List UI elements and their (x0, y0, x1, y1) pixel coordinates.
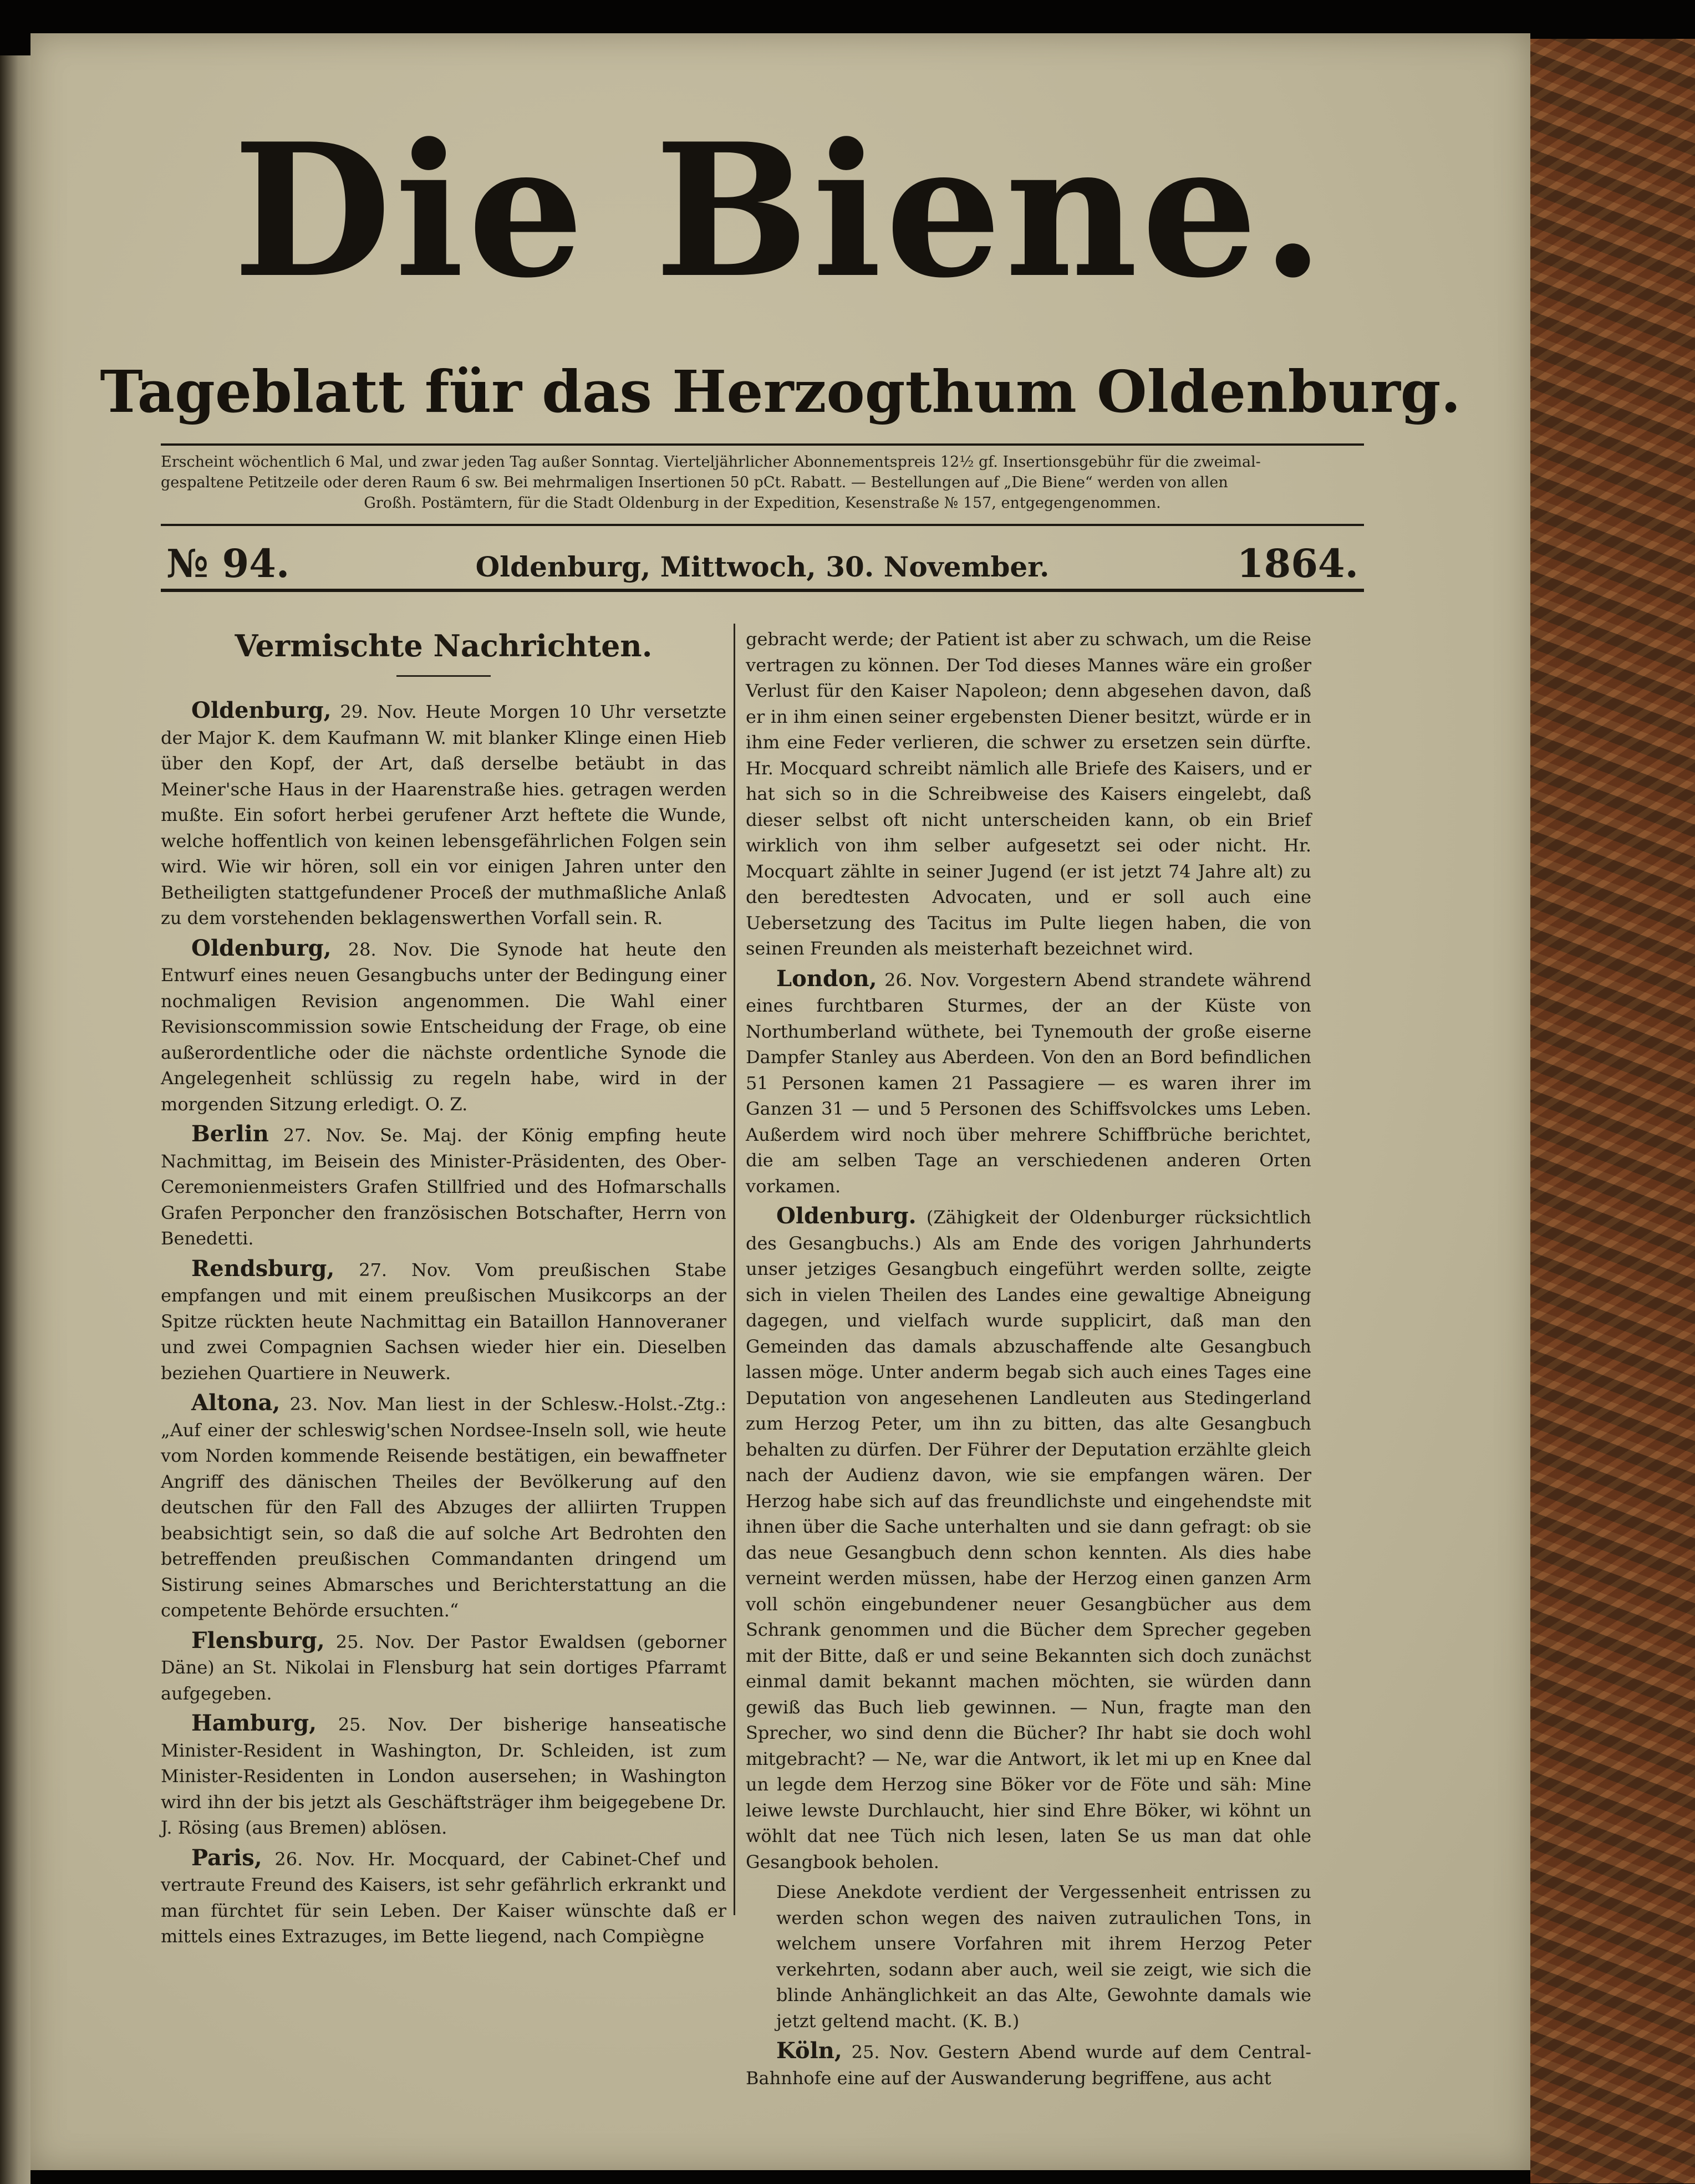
rule-below-dateline (161, 589, 1364, 592)
rule-above-dateline (161, 524, 1364, 526)
article-place: Oldenburg. (776, 1203, 917, 1229)
subscription-terms (161, 452, 1364, 513)
article-place: Oldenburg, (191, 697, 332, 723)
article (746, 626, 1311, 962)
article (746, 2038, 1311, 2091)
section-rule (396, 675, 491, 677)
column-divider (734, 624, 735, 1915)
terms-line-2: gespaltene Petitzeile oder deren Raum 6 sw. Bei mehrmaligen Insertionen 50 pCt. Rabatt. — Bestellungen auf „Die Biene“ werden von allen (161, 474, 1228, 491)
article-place: Oldenburg, (191, 935, 332, 961)
terms-line-3: Großh. Postämtern, für die Stadt Oldenburg in der Expedition, Kesenstraße № 157, entgegengenommen. (364, 494, 1161, 512)
article-place: Berlin (191, 1121, 269, 1147)
article (161, 1121, 726, 1252)
article-text: 27. Nov. Vom preußischen Stabe empfangen und mit einem preußischen Musikcorps an der Spitze rückten heute Nachmittag ein Bataillon Hannoveraner und zwei Compagnien Sachsen wieder hier ein. Dieselben beziehen Quartiere in Neuwerk. (161, 1259, 726, 1384)
article-place: Hamburg, (191, 1710, 317, 1736)
article-text: 25. Nov. Der bisherige hanseatische Minister-Resident in Washington, Dr. Schleiden, ist zum Minister-Residenten in London ausersehen; in Washington wird ihn der bis jetzt als Geschäftsträger ihm beigegebene Dr. J. Rösing (aus Bremen) ablösen. (161, 1714, 727, 1838)
article-place: Rendsburg, (191, 1255, 335, 1282)
section-title: Vermischte Nachrichten. (235, 628, 653, 664)
terms-line-1: Erscheint wöchentlich 6 Mal, und zwar jeden Tag außer Sonntag. Vierteljährlicher Abonnementspreis 12½ gf. Insertionsgebühr für die zweimal- (161, 453, 1261, 471)
article-place: Köln, (776, 2038, 842, 2064)
masthead-subtitle: Tageblatt für das Herzogthum Oldenburg. (100, 358, 1461, 426)
article-text: 27. Nov. Se. Maj. der König empfing heute Nachmittag, im Beisein des Minister-Präsidenten, des Ober-Ceremonienmeisters Grafen Stillfried und des Hofmarschalls Grafen Perponcher den französischen Botschafter, Herrn von Benedetti. (161, 1125, 727, 1249)
rule-top (161, 443, 1364, 446)
dateline (161, 540, 1364, 585)
article-text: (Zähigkeit der Oldenburger rücksichtlich des Gesangbuchs.) Als am Ende des vorigen Jahrhunderts unser jetziges Gesangbuch eingeführt werden sollte, zeigte sich in vielen Theilen des Landes eine gewaltige Abneigung dagegen, und vielfach wurde supplicirt, daß man den Gemeinden das damals abzuschaffende alte Gesangbuch lassen möge. Unter anderm begab sich auch eines Tages eine Deputation von angesehenen Landleuten aus Stedingerland zum Herzog Peter, um ihn zu bitten, das alte Gesangbuch behalten zu dürfen. Der Führer der Deputation erzählte gleich nach der Audienz davon, wie sie empfangen wären. Der Herzog habe sich auf das freundlichste und eingehendste mit ihnen über die Sache unterhalten und sie dann gefragt: ob sie das neue Gesangbuch denn schon kennten. Als dies habe verneint werden müssen, habe der Herzog einen ganzen Arm voll schön eingebundener neuer Gesangbücher aus dem Schrank genommen und die Bücher dem Sprecher gegeben mit der Bitte, daß er und seine Bekannten sich doch zunächst einmal damit bekannt machen möchten, sie würden dann gewiß das Buch lieb gewinnen. — Nun, fragte man den Sprecher, wo sind denn die Bücher? Ihr habt sie doch wohl mitgebracht? — Ne, war die Antwort, ik let mi up en Knee dal un legde dem Herzog sine Böker vor de Föte und säh: Mine leiwe lewste Durchlaucht, hier sind Ehre Böker, wi köhnt un wöhlt dat nee Tüch nich lesen, laten Se us man dat ohle Gesangbook beholen. (746, 1207, 1312, 1872)
article-place: Flensburg, (191, 1627, 325, 1654)
left-column (161, 621, 726, 1954)
right-column (746, 626, 1311, 2095)
article-text: 26. Nov. Hr. Mocquard, der Cabinet-Chef und vertraute Freund des Kaisers, ist sehr gefährlich erkrankt und man fürchtet für sein Leben. Der Kaiser wünschte daß er mittels eines Extrazuges, im Bette liegend, nach Compiègne (161, 1848, 727, 1947)
article (161, 1628, 726, 1707)
article (746, 1203, 1311, 1875)
article (161, 1845, 726, 1950)
article (161, 1256, 726, 1386)
issue-number: № 94. (166, 540, 290, 586)
article (161, 1390, 726, 1624)
issue-year: 1864. (1236, 540, 1358, 586)
article-text: gebracht werde; der Patient ist aber zu schwach, um die Reise vertragen zu können. Der Tod dieses Mannes wäre ein großer Verlust für den Kaiser Napoleon; denn abgesehen davon, daß er in ihm einen seiner ergebensten Diener besitzt, würde er in ihm eine Feder verlieren, die schwer zu ersetzen sein dürfte. Hr. Mocquard schreibt nämlich alle Briefe des Kaisers, und er hat sich so in die Schreibweise des Kaisers eingelebt, daß dieser selbst oft nicht unterscheiden kann, ob ein Brief wirklich von ihm selber aufgesetzt sei oder nicht. Hr. Mocquart zählte in seiner Jugend (er ist jetzt 74 Jahre alt) zu den beredtesten Advocaten, und er soll auch eine Uebersetzung des Tacitus im Pulte liegen haben, die von seinen Freunden als meisterhaft bezeichnet wird. (746, 629, 1311, 959)
article (161, 698, 726, 931)
masthead-title: Die Biene. (232, 103, 1328, 318)
article (161, 1711, 726, 1841)
marbled-binding (1530, 39, 1695, 2183)
article-text: 25. Nov. Gestern Abend wurde auf dem Central-Bahnhofe eine auf der Auswanderung begriffene, aus acht (746, 2042, 1312, 2089)
article-text: 25. Nov. Der Pastor Ewaldsen (geborner Däne) an St. Nikolai in Flensburg hat sein dortiges Pfarramt aufgegeben. (161, 1631, 727, 1704)
newspaper-page (30, 33, 1530, 2170)
article-place: London, (776, 965, 877, 992)
article-text: 26. Nov. Vorgestern Abend strandete während eines furchtbaren Sturmes, der an der Küste von Northumberland wüthete, bei Tynemouth der große eiserne Dampfer Stanley aus Aberdeen. Von den an Bord befindlichen 51 Personen kamen 21 Passagiere — es waren ihrer im Ganzen 31 — und 5 Personen des Schiffsvolckes ums Leben. Außerdem wird noch über mehrere Schiffbrüche berichtet, die am selben Tage an verschiedenen anderen Orten vorkamen. (746, 969, 1312, 1197)
article-text: 23. Nov. Man liest in der Schlesw.-Holst.-Ztg.: „Auf einer der schleswig'schen Nordsee-Inseln soll, wie heute vom Norden kommende Reisende bestätigen, ein bewaffneter Angriff des dänischen Theiles der Bevölkerung auf den deutschen für den Fall des Abzuges der alliirten Truppen beabsichtigt sein, so daß die auf solche Art Bedrohten den betreffenden preußischen Commandanten dringend um Sistirung seines Abmarsches und Berichterstattung an die competente Behörde ersuchten.“ (161, 1394, 727, 1621)
article-place: Paris, (191, 1844, 262, 1871)
article (746, 966, 1311, 1200)
article-text: 28. Nov. Die Synode hat heute den Entwurf eines neuen Gesangbuchs unter der Bedingung einer nochmaligen Revision angenommen. Die Wahl einer Revisionscommission sowie Entscheidung der Frage, ob eine außerordentliche oder die nächste ordentliche Synode die Angelegenheit schlüssig zu regeln habe, wird in der morgenden Sitzung erledigt. O. Z. (161, 938, 727, 1115)
article-text: 29. Nov. Heute Morgen 10 Uhr versetzte der Major K. dem Kaufmann W. mit blanker Klinge einen Hieb über den Kopf, der Art, daß derselbe betäubt in das Meiner'sche Haus in der Haarenstraße hies. getragen werden mußte. Ein sofort herbei gerufener Arzt heftete die Wunde, welche hoffentlich von keinen lebensgefährlichen Folgen sein wird. Wie wir hören, soll ein vor einigen Jahren unter den Betheiligten stattgefundener Proceß der muthmaßliche Anlaß zu dem vorstehenden beklagenswerthen Vorfall sein. R. (161, 701, 727, 928)
facing-page-edge (0, 55, 30, 2184)
place-and-date: Oldenburg, Mittwoch, 30. November. (475, 550, 1050, 583)
article-text: Diese Anekdote verdient der Vergessenheit entrissen zu werden schon wegen des naiven zutraulichen Tons, in welchem unsere Vorfahren mit ihrem Herzog Peter verkehrten, sodann aber auch, weil sie zeigt, wie sich die blinde Anhänglichkeit an das Alte, Gewohnte damals wie jetzt geltend macht. (K. B.) (776, 1881, 1311, 2032)
article (746, 1879, 1311, 2034)
article-place: Altona, (191, 1390, 281, 1416)
article (161, 936, 726, 1117)
